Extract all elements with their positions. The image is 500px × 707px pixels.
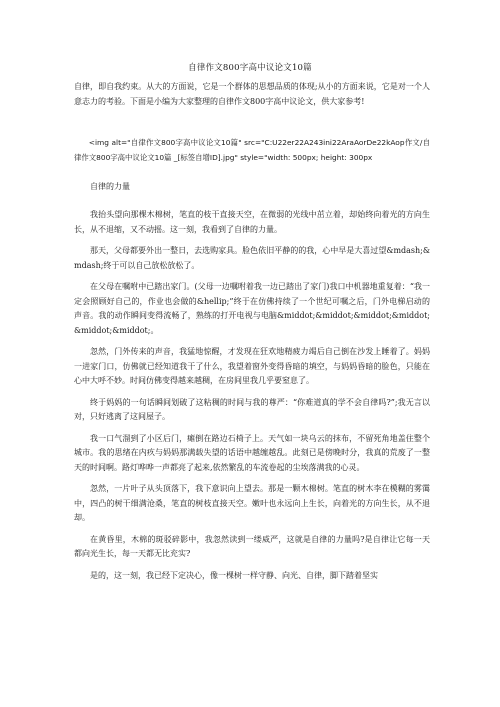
paragraphs-block	[74, 208, 430, 590]
paragraph: 忽然，一片叶子从头顶落下，我下意识向上望去。那是一颗木棉树。笔直的树木李在模糊的雾霭中，四凸的树干细满沧桑，笔直的树枝直接天空。嫩叶也永远向上生长，向着光的方向生长，从不退却。	[74, 484, 430, 522]
paragraph: 是的，这一刻，我已经下定决心，像一棵树一样守静、向光、自律，脚下踏着坚实	[90, 570, 378, 580]
paragraph: 我一口气溜到了小区后门，瘫倒在路边石椅子上。天气如一块乌云的抹布，不留死角地盖住整个城市。我的思绪在内疚与妈妈那满载失望的话语中越缠越乱。此刻已是傍晚时分，我真的荒废了一整天的时间啊。路灯哗哗一声都亮了起来,依然繁乱的车流卷起的尘埃落满我的心灵。	[74, 433, 430, 472]
paragraph: 那天，父母都要外出一整日，去选购家具。脸色依旧平静的的我，心中早是大喜过望&mdash;&mdash;终于可以自己放松放松了。	[74, 246, 430, 270]
section-block	[74, 180, 430, 202]
image-tag-text: <img alt="自律作文800字高中议论文10篇" src="C:U22er22A243ini22AraAorDe22kAop作文/自律作文800字高中议论文10篇 _[标签自增ID].jpg" style="width: 500px; height: 300px	[74, 138, 430, 162]
paragraph: 在黄昏里，木棉的斑驳碎影中，我忽然读到一缕威严，这就是自律的力量吗?是自律让它每一天都向光生长，每一天都无比充实?	[74, 534, 430, 558]
intro-paragraph: 自律，即自我约束。从大的方面说，它是一个群体的思想品质的体现;从小的方面来说，它是对一个人意志力的考验。下面是小编为大家整理的自律作文800字高中议论文，供大家参考!	[74, 82, 430, 106]
document-title: 自律作文800字高中议论文10篇	[188, 63, 312, 73]
paragraph: 忽然，门外传来的声音，我猛地惊醒，才发现在狂欢地精疲力竭后自己倒在沙发上睡着了。妈妈一进家门口，仿佛就已经知道我干了什么，我望着窗外变得昏暗的填空，与妈妈昏暗的脸色，只能在心中大呼不妙。时间仿佛变得越来越稠，在房间里我几乎要窒息了。	[74, 347, 430, 385]
image-tag-block	[74, 136, 430, 172]
paragraph: 终于妈妈的一句话瞬间划破了这粘稠的时间与我的尊严：“你难道真的学不会自律吗?”;我无言以对，只好逃离了这间屋子。	[74, 397, 430, 421]
document-body	[74, 80, 430, 116]
paragraph: 在父母在嘱咐中已踏出家门。(父母一边嘱咐着我一边已踏出了家门)我口中机器地重复着：“我一定会照顾好自己的，作业也会做的&hellip;”终于在仿佛持续了一个世纪可嘱之后，门外电梯启动的声音。我的动作瞬间变得流畅了，熟练的打开电视与电脑&middot;&middot;&middot;&middot;&middot;&middot;。	[74, 282, 430, 335]
paragraph: 我抬头望向那棵木棉树，笔直的枝干直接天空，在微弱的光线中茁立着，却始终向着光的方向生长，从不退缩，又不动摇。这一刻，我看到了自律的力量。	[74, 210, 430, 234]
section-heading: 自律的力量	[90, 182, 130, 191]
